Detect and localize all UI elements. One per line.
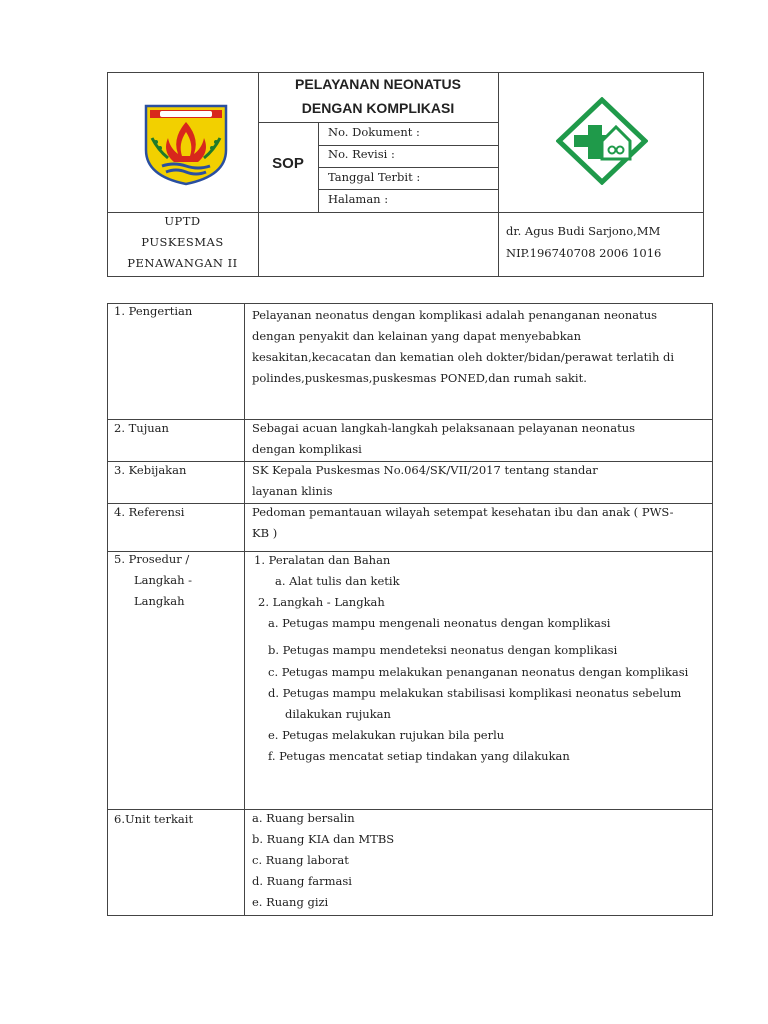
revision-field: No. Revisi :	[328, 147, 395, 161]
prosedur-sub1-item: a. Alat tulis dan ketik	[275, 574, 400, 588]
pengertian-line: dengan penyakit dan kelainan yang dapat menyebabkan	[252, 329, 582, 343]
referensi-line: Pedoman pemantauan wilayah setempat kesehatan ibu dan anak ( PWS-	[252, 505, 674, 519]
document-title	[258, 72, 498, 120]
prosedur-label-line: 5. Prosedur /	[114, 552, 190, 566]
kebijakan-line: layanan klinis	[252, 484, 333, 498]
kebijakan-line: SK Kepala Puskesmas No.064/SK/VII/2017 tentang standar	[252, 463, 598, 477]
org-line-2: PUSKESMAS	[141, 235, 224, 249]
prosedur-sub2-title: 2. Langkah - Langkah	[258, 595, 385, 609]
pengertian-line: Pelayanan neonatus dengan komplikasi adalah penanganan neonatus	[252, 308, 658, 322]
page-field: Halaman :	[328, 192, 389, 206]
prosedur-step: c. Petugas mampu melakukan penanganan neonatus dengan komplikasi	[268, 665, 689, 679]
label-tujuan: 2. Tujuan	[114, 421, 169, 435]
prosedur-step: dilakukan rujukan	[285, 707, 391, 721]
label-pengertian: 1. Pengertian	[114, 304, 193, 318]
list-item: c. Ruang laborat	[252, 853, 349, 867]
prosedur-label-line: Langkah	[134, 594, 185, 608]
pengertian-text	[252, 305, 674, 389]
prosedur-step: b. Petugas mampu mendeteksi neonatus dengan komplikasi	[268, 643, 618, 657]
referensi-line: KB )	[252, 526, 278, 540]
sop-label: SOP	[272, 155, 304, 172]
list-item: b. Ruang KIA dan MTBS	[252, 832, 395, 846]
tujuan-line: dengan komplikasi	[252, 442, 362, 456]
pengertian-line: kesakitan,kecacatan dan kematian oleh dokter/bidan/perawat terlatih di	[252, 350, 675, 364]
pengertian-line: polindes,puskesmas,puskesmas PONED,dan rumah sakit.	[252, 371, 587, 385]
prosedur-step: d. Petugas mampu melakukan stabilisasi komplikasi neonatus sebelum	[268, 686, 682, 700]
prosedur-step: a. Petugas mampu mengenali neonatus dengan komplikasi	[268, 616, 611, 630]
doc-number-field: No. Dokument :	[328, 125, 420, 139]
title-line-1: PELAYANAN NEONATUS	[295, 76, 461, 92]
prosedur-step: e. Petugas melakukan rujukan bila perlu	[268, 728, 505, 742]
tujuan-text	[252, 418, 635, 460]
label-referensi: 4. Referensi	[114, 505, 185, 519]
label-unit-terkait: 6.Unit terkait	[114, 812, 194, 826]
unit-terkait-list	[252, 808, 394, 913]
signer-name: dr. Agus Budi Sarjono,MM	[506, 224, 661, 238]
referensi-text	[252, 502, 674, 544]
list-item: a. Ruang bersalin	[252, 811, 355, 825]
publish-date-field: Tanggal Terbit :	[328, 170, 421, 184]
prosedur-label-line: Langkah -	[134, 573, 193, 587]
puskesmas-cross-icon	[556, 97, 648, 185]
title-line-2: DENGAN KOMPLIKASI	[301, 100, 455, 116]
regency-crest-icon	[142, 98, 230, 186]
org-line-3: PENAWANGAN II	[127, 256, 238, 270]
organization-name	[107, 211, 258, 274]
signer-block	[506, 220, 661, 264]
prosedur-step: f. Petugas mencatat setiap tindakan yang dilakukan	[268, 749, 570, 763]
signer-nip: NIP.196740708 2006 1016	[506, 246, 662, 260]
kebijakan-text	[252, 460, 598, 502]
label-kebijakan: 3. Kebijakan	[114, 463, 187, 477]
prosedur-sub1-title: 1. Peralatan dan Bahan	[254, 553, 391, 567]
org-line-1: UPTD	[164, 214, 201, 228]
label-prosedur	[114, 549, 192, 612]
list-item: d. Ruang farmasi	[252, 874, 352, 888]
list-item: e. Ruang gizi	[252, 895, 329, 909]
tujuan-line: Sebagai acuan langkah-langkah pelaksanaan pelayanan neonatus	[252, 421, 635, 435]
